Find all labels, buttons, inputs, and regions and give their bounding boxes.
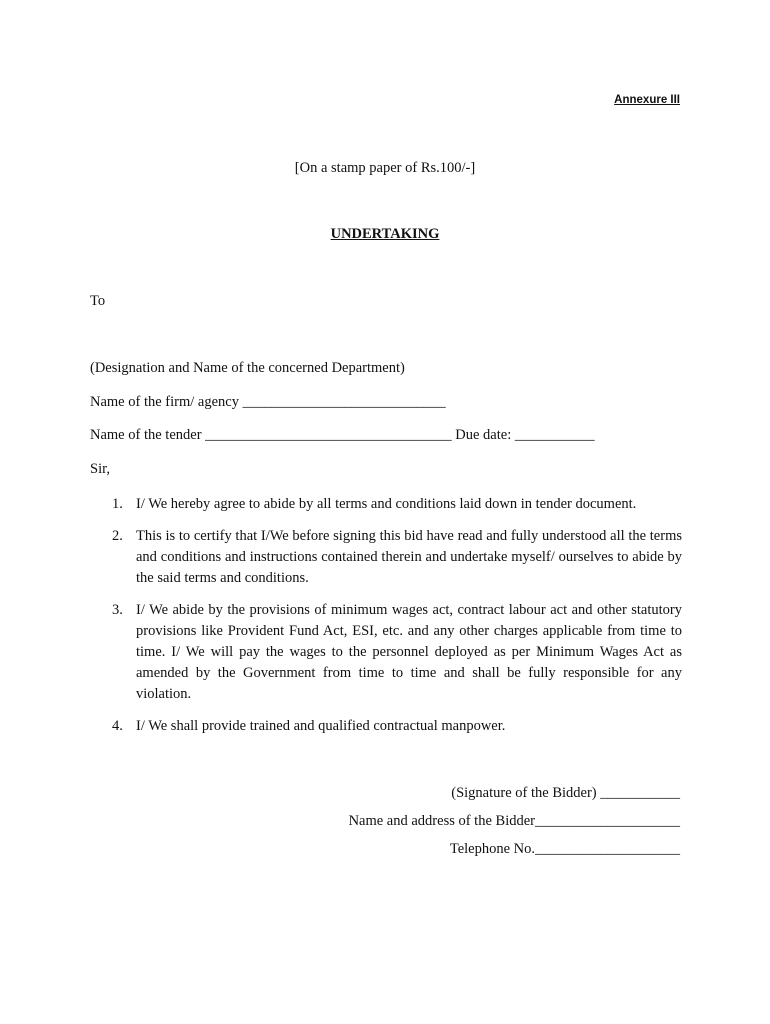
clause-text: I/ We shall provide trained and qualified contractual manpower. <box>136 718 506 734</box>
clause-item <box>90 716 682 737</box>
clause-item <box>90 494 682 515</box>
addressee-to: To <box>90 293 106 309</box>
clause-text: I/ We abide by the provisions of minimum wages act, contract labour act and other statutory provisions like Provident Fund Act, ESI, etc. and any other charges applicable from time to time. I/ We will pay the wages to the personnel deployed as per Minimum Wages Act as amended by the Government from time to time and shall be fully responsible for any violation. <box>136 602 682 702</box>
clause-number: 1. <box>112 496 123 512</box>
firm-name-line: Name of the firm/ agency ____________________________ <box>90 394 446 410</box>
tender-name-line: Name of the tender __________________________________ Due date: ___________ <box>90 427 595 443</box>
annexure-label: Annexure III <box>614 94 680 106</box>
clause-item <box>90 600 682 705</box>
clause-text: This is to certify that I/We before signing this bid have read and fully understood all the terms and conditions and instructions contained therein and undertake myself/ ourselves to abide by the said terms and conditions. <box>136 528 682 586</box>
bidder-address-line: Name and address of the Bidder____________________ <box>348 813 680 829</box>
clause-number: 4. <box>112 718 123 734</box>
clause-number: 3. <box>112 602 123 618</box>
salutation: Sir, <box>90 461 110 477</box>
clause-list <box>90 494 682 748</box>
clause-number: 2. <box>112 528 123 544</box>
stamp-paper-note: [On a stamp paper of Rs.100/-] <box>294 160 476 176</box>
signature-line: (Signature of the Bidder) ___________ <box>451 785 680 801</box>
document-title: UNDERTAKING <box>330 226 440 242</box>
clause-item <box>90 526 682 589</box>
clause-text: I/ We hereby agree to abide by all terms and conditions laid down in tender document. <box>136 496 637 512</box>
telephone-line: Telephone No.____________________ <box>449 841 680 857</box>
designation-line: (Designation and Name of the concerned Department) <box>90 360 405 376</box>
